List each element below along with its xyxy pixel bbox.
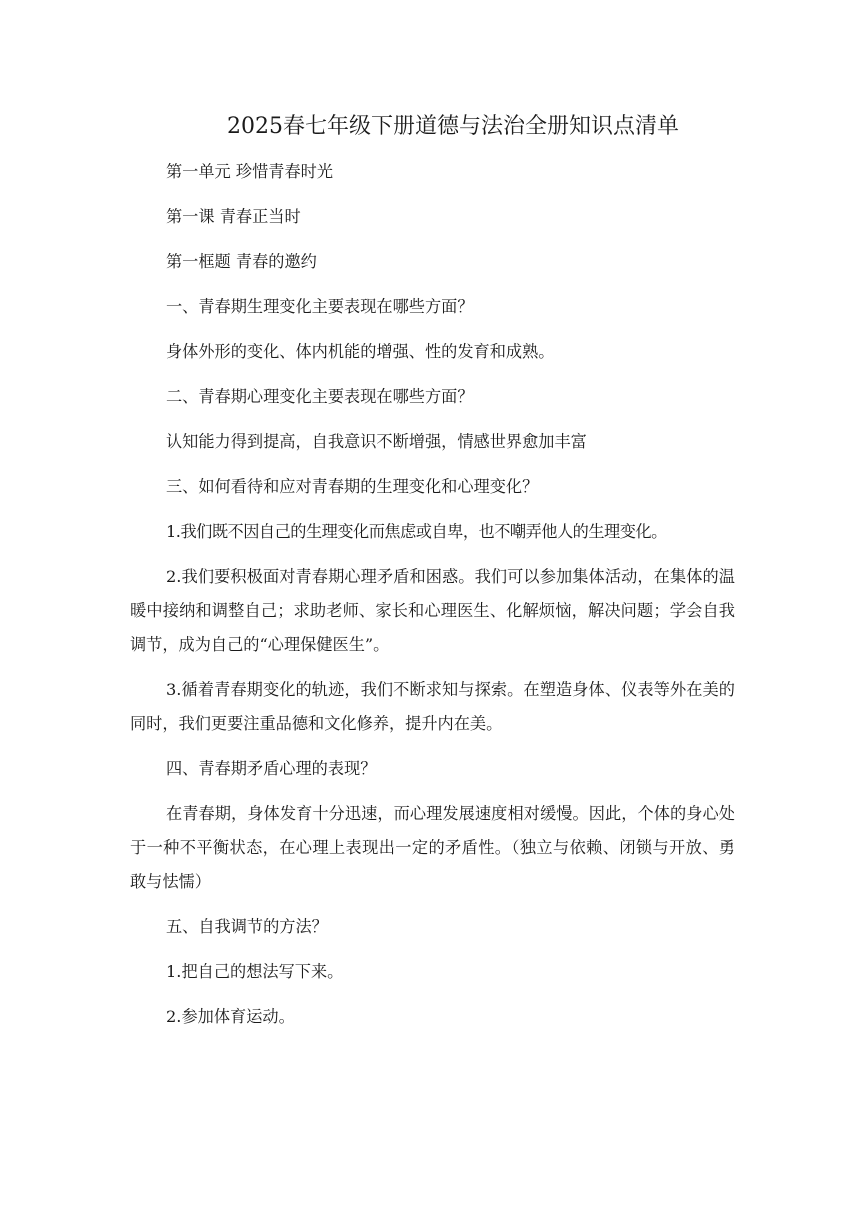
question-5: 五、自我调节的方法？ (166, 917, 328, 936)
question-3: 三、如何看待和应对青春期的生理变化和心理变化？ (166, 477, 539, 496)
answer-5-item-2: 2.参加体育运动。 (166, 1007, 295, 1026)
answer-4: 在青春期，身体发育十分迅速，而心理发展速度相对缓慢。因此，个体的身心处于一种不平衡状态，在心理上表现出一定的矛盾性。（独立与依赖、闭锁与开放、勇敢与怯懦） (130, 804, 735, 891)
answer-2: 认知能力得到提高，自我意识不断增强，情感世界愈加丰富 (166, 432, 587, 451)
question-1: 一、青春期生理变化主要表现在哪些方面？ (166, 297, 474, 316)
document-body (130, 155, 735, 1045)
answer-1: 身体外形的变化、体内机能的增强、性的发育和成熟。 (166, 342, 555, 361)
answer-3-item-3: 3.循着青春期变化的轨迹，我们不断求知与探索。在塑造身体、仪表等外在美的同时，我们更要注重品德和文化修养，提升内在美。 (130, 680, 735, 733)
lesson-heading: 第一课 青春正当时 (166, 207, 301, 226)
section-heading: 第一框题 青春的邀约 (166, 252, 317, 271)
question-4: 四、青春期矛盾心理的表现？ (166, 759, 377, 778)
document-title: 2025春七年级下册道德与法治全册知识点清单 (227, 114, 679, 139)
question-2: 二、青春期心理变化主要表现在哪些方面？ (166, 387, 474, 406)
answer-3-item-2: 2.我们要积极面对青春期心理矛盾和困惑。我们可以参加集体活动，在集体的温暖中接纳和调整自己；求助老师、家长和心理医生、化解烦恼，解决问题；学会自我调节，成为自己的“心理保健医生”。 (130, 567, 735, 654)
answer-3-item-1: 1.我们既不因自己的生理变化而焦虑或自卑，也不嘲弄他人的生理变化。 (166, 522, 667, 541)
unit-heading: 第一单元 珍惜青春时光 (166, 162, 334, 181)
answer-5-item-1: 1.把自己的想法写下来。 (166, 962, 344, 981)
